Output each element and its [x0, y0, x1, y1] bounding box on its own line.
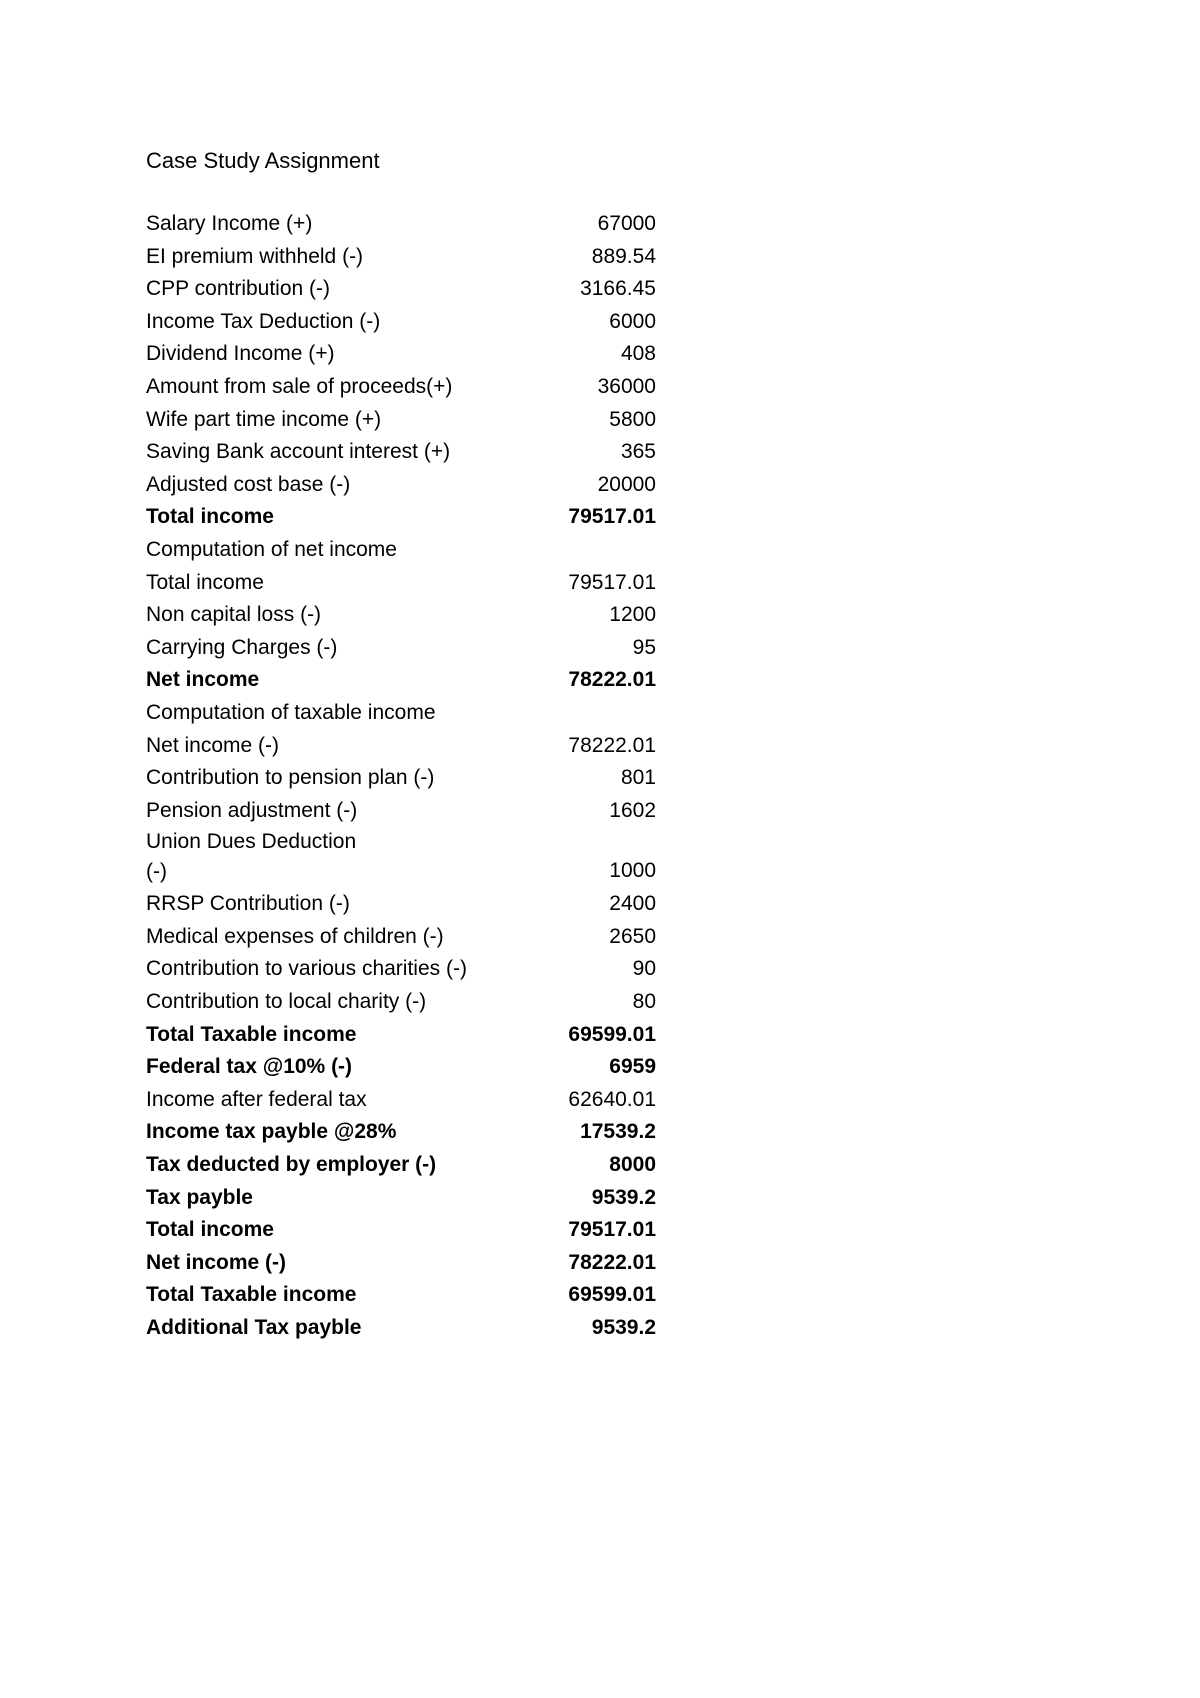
table-row [146, 730, 656, 763]
row-label: Computation of net income [146, 537, 397, 561]
row-value: 6000 [609, 309, 656, 333]
row-value: 79517.01 [568, 505, 656, 529]
row-value: 78222.01 [568, 668, 656, 692]
row-value: 62640.01 [568, 1087, 656, 1111]
row-label: Pension adjustment (-) [146, 798, 358, 822]
row-label: EI premium withheld (-) [146, 244, 364, 268]
table-row [146, 697, 656, 730]
table-row [146, 762, 656, 795]
row-value: 9539.2 [591, 1316, 656, 1339]
row-value: 80 [632, 990, 656, 1014]
row-value: 9539.2 [591, 1185, 656, 1209]
row-value: 889.54 [591, 244, 656, 268]
row-value: 408 [620, 342, 656, 366]
row-label: Total Taxable income [146, 1022, 357, 1046]
table-row [146, 599, 656, 632]
row-value: 2400 [609, 892, 656, 916]
row-value: 1602 [609, 798, 656, 822]
table-row [146, 1051, 656, 1084]
row-value: 20000 [597, 472, 656, 496]
table-row [146, 1247, 656, 1280]
table-row [146, 534, 656, 567]
row-label: Tax payble [146, 1185, 253, 1209]
row-value: 69599.01 [568, 1022, 656, 1046]
row-label: Income after federal tax [146, 1087, 367, 1111]
row-value: 365 [620, 440, 656, 464]
table-row [146, 338, 656, 371]
table-row [146, 436, 656, 469]
row-value: 95 [632, 635, 656, 659]
row-value: 79517.01 [568, 1218, 656, 1242]
table-row [146, 1116, 656, 1149]
row-value: 2650 [609, 924, 656, 948]
table-row [146, 469, 656, 502]
row-label: Net income (-) [146, 1250, 287, 1274]
row-value: 1200 [609, 603, 656, 627]
row-value: 801 [620, 766, 656, 790]
table-row [146, 501, 656, 534]
row-label: Total income [146, 570, 264, 594]
table-row [146, 1279, 656, 1312]
row-label: Total income [146, 505, 274, 529]
table-row [146, 921, 656, 954]
row-label: Net income (-) [146, 733, 280, 757]
row-value: 17539.2 [580, 1120, 656, 1144]
table-row [146, 1084, 656, 1117]
income-table [146, 208, 656, 1345]
table-row [146, 241, 656, 274]
table-row [146, 1312, 656, 1345]
table-row [146, 306, 656, 339]
table-row [146, 208, 656, 241]
row-label: Contribution to pension plan (-) [146, 766, 435, 790]
row-label: Wife part time income (+) [146, 407, 382, 431]
row-label: Contribution to various charities (-) [146, 957, 467, 981]
table-row [146, 404, 656, 437]
row-value: 3166.45 [580, 277, 656, 301]
row-label: Adjusted cost base (-) [146, 472, 351, 496]
row-value: 1000 [609, 859, 656, 883]
table-row [146, 795, 656, 828]
row-label: Federal tax @10% (-) [146, 1055, 353, 1079]
row-label: Tax deducted by employer (-) [146, 1153, 437, 1177]
table-row [146, 632, 656, 665]
table-row [146, 664, 656, 697]
table-row [146, 827, 656, 888]
row-label: Total income [146, 1218, 274, 1242]
row-label: Income tax payble @28% [146, 1120, 397, 1144]
row-label: Medical expenses of children (-) [146, 924, 444, 948]
row-value: 78222.01 [568, 733, 656, 757]
row-label: Salary Income (+) [146, 212, 313, 235]
row-value: 90 [632, 957, 656, 981]
row-value: 78222.01 [568, 1250, 656, 1274]
table-row [146, 1019, 656, 1052]
row-label: Amount from sale of proceeds(+) [146, 374, 453, 398]
table-row [146, 371, 656, 404]
row-label: Non capital loss (-) [146, 603, 322, 627]
row-value: 8000 [609, 1153, 656, 1177]
row-label: Saving Bank account interest (+) [146, 440, 451, 464]
table-row [146, 888, 656, 921]
row-value: 79517.01 [568, 570, 656, 594]
row-label: Income Tax Deduction (-) [146, 309, 381, 333]
table-row [146, 1182, 656, 1215]
row-label: Additional Tax payble [146, 1316, 362, 1339]
row-value: 36000 [597, 374, 656, 398]
document-title: Case Study Assignment [146, 148, 380, 173]
row-value: 6959 [609, 1055, 656, 1079]
row-value: 67000 [597, 212, 656, 235]
row-label: Union Dues Deduction (-) [146, 830, 357, 884]
row-label: Carrying Charges (-) [146, 635, 338, 659]
table-row [146, 986, 656, 1019]
row-label: CPP contribution (-) [146, 277, 331, 301]
table-row [146, 1214, 656, 1247]
row-label: Total Taxable income [146, 1283, 357, 1307]
row-label: Dividend Income (+) [146, 342, 335, 366]
row-value: 69599.01 [568, 1283, 656, 1307]
row-label: Net income [146, 668, 260, 692]
row-value: 5800 [609, 407, 656, 431]
table-row [146, 273, 656, 306]
row-label: Computation of taxable income [146, 700, 436, 724]
table-row [146, 567, 656, 600]
row-label: Contribution to local charity (-) [146, 990, 427, 1014]
row-label: RRSP Contribution (-) [146, 892, 350, 916]
table-row [146, 953, 656, 986]
table-row [146, 1149, 656, 1182]
